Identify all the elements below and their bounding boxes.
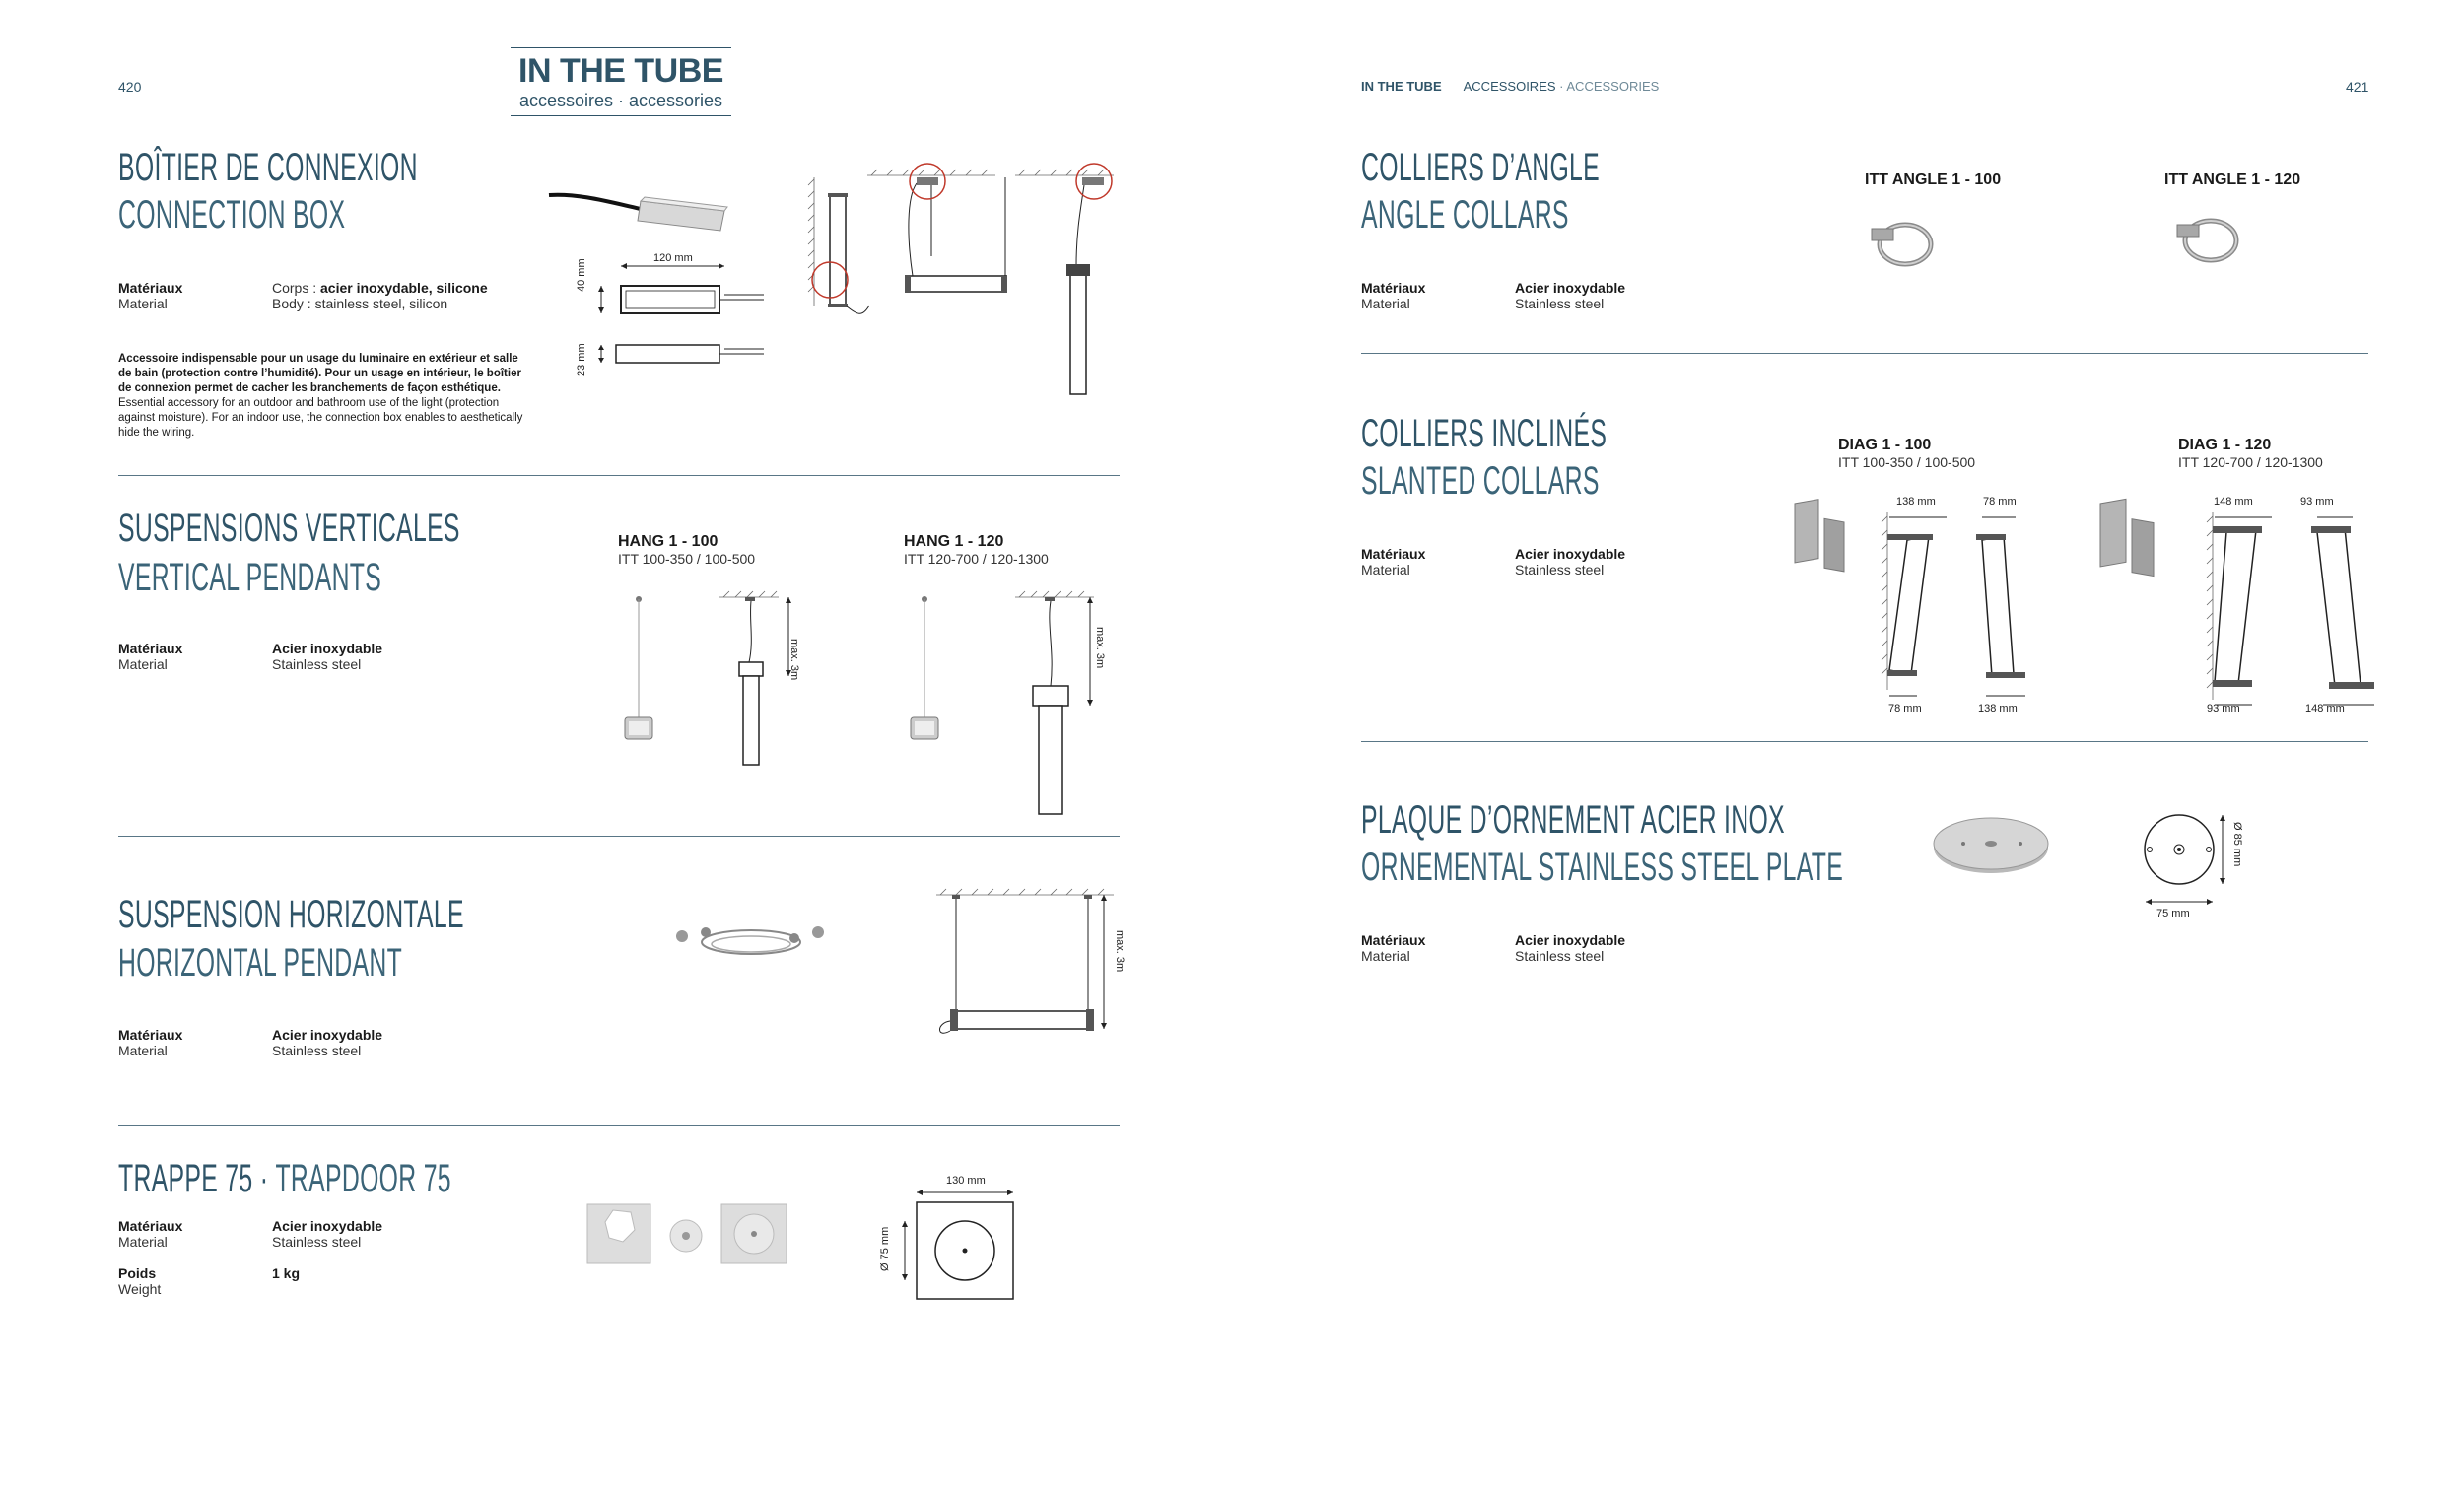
angle-collars-title-fr: COLLIERS D’ANGLE <box>1361 146 1601 189</box>
trapdoor-weight-label: Poids Weight <box>118 1265 162 1297</box>
ornamental-plate-material-label: Matériaux Material <box>1361 932 1426 964</box>
running-header-section: ACCESSOIRES <box>1463 79 1556 94</box>
product-itt-angle-1-100: ITT ANGLE 1 - 100 <box>1865 171 2002 188</box>
diag-1-100-dim-bottom-2: 138 mm <box>1978 703 2018 714</box>
trapdoor-title: TRAPPE 75 · TRAPDOOR 75 <box>118 1157 451 1200</box>
page-number-left: 420 <box>118 79 142 95</box>
connection-box-image <box>547 187 734 246</box>
horizontal-pendant-material-label: Matériaux Material <box>118 1027 183 1058</box>
description-en: Essential accessory for an outdoor and bathroom use of the light (protection against moisture). For an indoor use, the connection box enables to aesthetically hide the wiring. <box>118 397 523 439</box>
connection-box-material-label: Matériaux Material <box>118 280 183 311</box>
connection-box-installation-drawing <box>808 158 1143 394</box>
trapdoor-weight-value: 1 kg <box>272 1265 301 1281</box>
connection-box-description <box>118 352 532 441</box>
diag-1-100-dim-top-1: 138 mm <box>1896 496 1936 508</box>
diag-1-120-image <box>2094 493 2380 719</box>
brand-logo <box>511 47 731 116</box>
diag-1-100-dim-top-2: 78 mm <box>1983 496 2017 508</box>
diag-1-120-dim-top-2: 93 mm <box>2300 496 2334 508</box>
product-diag-1-100: DIAG 1 - 100 ITT 100-350 / 100-500 <box>1838 437 1976 470</box>
section-divider <box>118 836 1120 837</box>
hang-1-100-max-length: max. 3m <box>788 639 800 681</box>
trapdoor-material-label: Matériaux Material <box>118 1218 183 1250</box>
ornamental-plate-title-en: ORNEMENTAL STAINLESS STEEL PLATE <box>1361 846 1844 889</box>
brand-subtitle: accessoires · accessories <box>518 91 723 110</box>
ornamental-plate-title-fr: PLAQUE D’ORNEMENT ACIER INOX <box>1361 798 1785 842</box>
vertical-pendants-material-value: Acier inoxydable Stainless steel <box>272 641 383 672</box>
hang-1-120-image <box>897 591 1104 818</box>
section-divider <box>1361 353 2368 354</box>
horizontal-pendant-material-value: Acier inoxydable Stainless steel <box>272 1027 383 1058</box>
product-itt-angle-1-120: ITT ANGLE 1 - 120 <box>2164 171 2301 188</box>
section-divider <box>118 1125 1120 1126</box>
connection-box-material-value: Corps : acier inoxydable, silicone Body : stainless steel, silicon <box>272 280 488 311</box>
horizontal-pendant-title-fr: SUSPENSION HORIZONTALE <box>118 893 464 936</box>
section-divider <box>1361 741 2368 742</box>
diag-1-100-image <box>1789 493 2045 710</box>
brand-title: IN THE TUBE <box>518 52 723 90</box>
horizontal-pendant-title-en: HORIZONTAL PENDANT <box>118 941 403 985</box>
product-hang-1-100: HANG 1 - 100 ITT 100-350 / 100-500 <box>618 533 756 567</box>
connection-box-title-fr: BOÎTIER DE CONNEXION <box>118 146 418 189</box>
diag-1-120-dim-top-1: 148 mm <box>2214 496 2253 508</box>
page-number-right: 421 <box>2346 79 2369 95</box>
vertical-pendants-title-fr: SUSPENSIONS VERTICALES <box>118 507 460 550</box>
ornamental-plate-dim-width: 75 mm <box>2156 908 2190 919</box>
ornamental-plate-material-value: Acier inoxydable Stainless steel <box>1515 932 1626 964</box>
trapdoor-dim-diameter: Ø 75 mm <box>879 1226 891 1271</box>
slanted-collars-title-fr: COLLIERS INCLINÉS <box>1361 412 1608 455</box>
itt-angle-1-120-image <box>2173 211 2242 266</box>
horizontal-pendant-image <box>670 917 838 976</box>
slanted-collars-material-label: Matériaux Material <box>1361 546 1426 578</box>
horizontal-pendant-max-length: max. 3m <box>1114 930 1126 973</box>
running-header-brand: IN THE TUBE <box>1361 79 1442 94</box>
connection-box-dim-depth: 23 mm <box>576 343 587 376</box>
diag-1-120-dim-bottom-1: 93 mm <box>2207 703 2240 714</box>
slanted-collars-material-value: Acier inoxydable Stainless steel <box>1515 546 1626 578</box>
product-hang-1-120: HANG 1 - 120 ITT 120-700 / 120-1300 <box>904 533 1049 567</box>
vertical-pendants-material-label: Matériaux Material <box>118 641 183 672</box>
ornamental-plate-image <box>1930 814 2052 877</box>
product-diag-1-120: DIAG 1 - 120 ITT 120-700 / 120-1300 <box>2178 437 2323 470</box>
running-header <box>1361 79 1659 94</box>
ornamental-plate-dim-diameter: Ø 85 mm <box>2231 822 2243 867</box>
connection-box-dimension-drawing <box>577 251 774 379</box>
trapdoor-material-value: Acier inoxydable Stainless steel <box>272 1218 383 1250</box>
connection-box-dim-width: 120 mm <box>653 252 693 264</box>
slanted-collars-title-en: SLANTED COLLARS <box>1361 459 1600 503</box>
diag-1-120-dim-bottom-2: 148 mm <box>2305 703 2345 714</box>
itt-angle-1-100-image <box>1868 215 1937 270</box>
trapdoor-drawing <box>887 1183 1035 1306</box>
hang-1-120-max-length: max. 3m <box>1094 627 1106 669</box>
vertical-pendants-title-en: VERTICAL PENDANTS <box>118 556 382 599</box>
section-divider <box>118 475 1120 476</box>
diag-1-100-dim-bottom-1: 78 mm <box>1888 703 1922 714</box>
trapdoor-dim-width: 130 mm <box>946 1175 986 1187</box>
connection-box-dim-height: 40 mm <box>576 258 587 292</box>
horizontal-pendant-drawing <box>926 883 1114 1055</box>
running-header-section-en: · ACCESSORIES <box>1555 79 1660 94</box>
hang-1-100-image <box>611 591 808 769</box>
angle-collars-material-value: Acier inoxydable Stainless steel <box>1515 280 1626 311</box>
description-fr: Accessoire indispensable pour un usage du luminaire en extérieur et salle de bain (protection contre l’humidité). Pour un usage en intérieur, le boîtier de connexion permet de cacher les branchements de façon esthétique. <box>118 353 521 394</box>
angle-collars-title-en: ANGLE COLLARS <box>1361 193 1569 237</box>
trapdoor-image <box>583 1198 820 1267</box>
connection-box-title-en: CONNECTION BOX <box>118 193 346 237</box>
angle-collars-material-label: Matériaux Material <box>1361 280 1426 311</box>
